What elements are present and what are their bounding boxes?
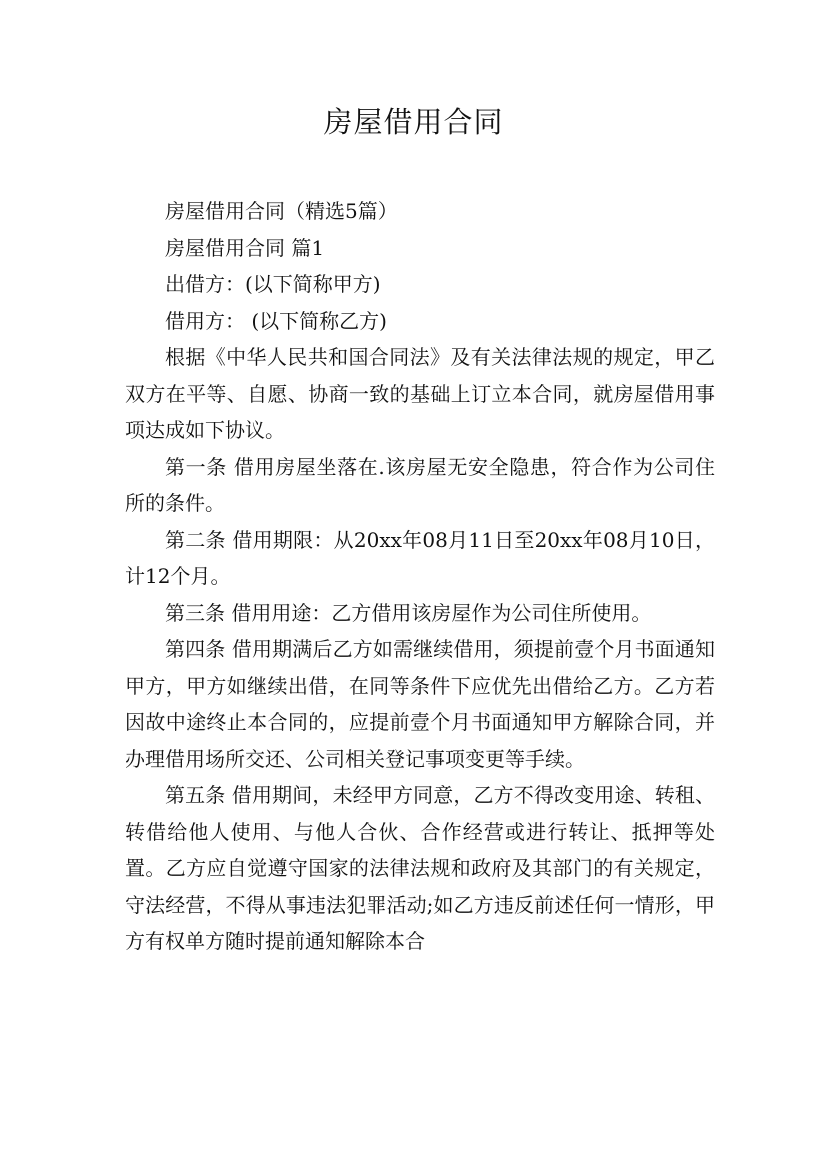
paragraph-article-3: 第三条 借用用途：乙方借用该房屋作为公司住所使用。 <box>165 600 652 625</box>
paragraph-lender: 出借方：(以下简称甲方) <box>165 272 381 296</box>
paragraph-preamble: 根据《中华人民共和国合同法》及有关法律法规的规定，甲乙双方在平等、自愿、协商一致的基础上订立本合同，就房屋借用事项达成如下协议。 <box>125 345 715 442</box>
document-body <box>125 193 715 960</box>
paragraph-borrower: 借用方： (以下简称乙方) <box>165 308 387 333</box>
paragraph-subheading: 房屋借用合同 篇1 <box>165 235 325 260</box>
paragraph-article-2: 第二条 借用期限：从20xx年08月11日至20xx年08月10日，计12个月。 <box>125 527 715 588</box>
paragraph-article-4: 第四条 借用期满后乙方如需继续借用，须提前壹个月书面通知甲方，甲方如继续出借，在同等条件下应优先出借给乙方。乙方若因故中途终止本合同的，应提前壹个月书面通知甲方解除合同，并办理借用场所交还、公司相关登记事项变更等手续。 <box>125 637 715 771</box>
document-title: 房屋借用合同 <box>323 105 504 139</box>
paragraph-article-5: 第五条 借用期间，未经甲方同意，乙方不得改变用途、转租、转借给他人使用、与他人合伙、合作经营或进行转让、抵押等处置。乙方应自觉遵守国家的法律法规和政府及其部门的有关规定，守法经营，不得从事违法犯罪活动;如乙方违反前述任何一情形，甲方有权单方随时提前通知解除本合 <box>125 783 715 953</box>
paragraph-heading: 房屋借用合同（精选5篇） <box>165 199 398 223</box>
paragraph-article-1: 第一条 借用房屋坐落在.该房屋无安全隐患，符合作为公司住所的条件。 <box>125 454 715 515</box>
